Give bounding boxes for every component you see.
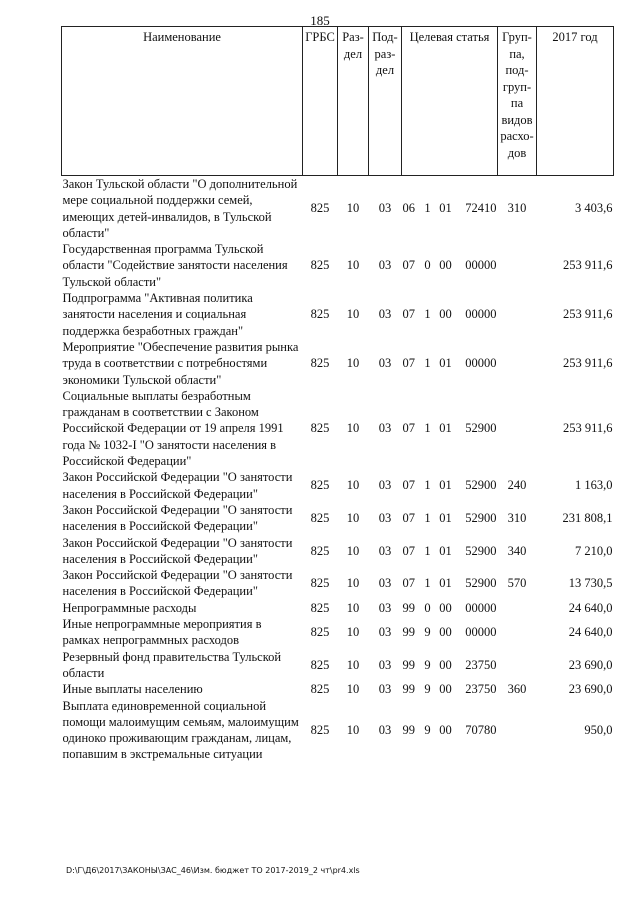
row-amount: 23 690,0: [568, 682, 613, 697]
row-target-article: [402, 698, 498, 763]
header-name: Наименование: [62, 27, 303, 176]
article-part: 07: [402, 511, 415, 526]
row-amount: 24 640,0: [568, 600, 613, 615]
article-part: 1: [424, 543, 431, 558]
row-podrazdel: 03: [378, 657, 392, 672]
row-expense-group: [498, 388, 537, 469]
row-podrazdel: 03: [378, 421, 392, 436]
article-part: 01: [439, 201, 452, 216]
row-grbs: 825: [310, 625, 330, 640]
article-part: 52900: [465, 576, 497, 591]
article-part: 00: [439, 600, 452, 615]
row-razdel: 10: [346, 356, 360, 371]
article-part: 23750: [465, 682, 497, 697]
row-expense-group: 570: [507, 576, 527, 591]
row-razdel: 10: [346, 600, 360, 615]
row-expense-group: [498, 600, 537, 616]
table-row: [62, 176, 614, 242]
header-row: [62, 27, 614, 176]
article-part: 00000: [465, 307, 497, 322]
article-part: 00000: [465, 356, 497, 371]
budget-table: [61, 26, 614, 763]
row-razdel: 10: [346, 478, 360, 493]
row-grbs: 825: [310, 258, 330, 273]
row-name: Закон Российской Федерации "О занятости населения в Российской Федерации": [62, 502, 293, 534]
article-part: 52900: [465, 478, 497, 493]
article-part: 1: [424, 478, 431, 493]
row-razdel: 10: [346, 511, 360, 526]
row-podrazdel: 03: [378, 543, 392, 558]
row-podrazdel: 03: [378, 600, 392, 615]
row-amount: 23 690,0: [568, 657, 613, 672]
row-grbs: 825: [310, 722, 330, 737]
article-part: 99: [402, 625, 415, 640]
row-razdel: 10: [346, 722, 360, 737]
row-name: Резервный фонд правительства Тульской области: [62, 649, 282, 680]
row-name: Закон Тульской области "О дополнительной мере социальной поддержки семей, имеющих детей-инвалидов, в Тульской области": [62, 177, 298, 240]
table-row: [62, 290, 614, 339]
article-part: 01: [439, 511, 452, 526]
row-razdel: 10: [346, 258, 360, 273]
article-part: 9: [424, 682, 431, 697]
table-body: [62, 176, 614, 763]
article-part: 99: [402, 682, 415, 697]
row-grbs: 825: [310, 478, 330, 493]
row-expense-group: [498, 241, 537, 290]
row-name: Мероприятие "Обеспечение развития рынка труда в соответствии с потребностями экономики Тульской области": [62, 339, 299, 387]
article-part: 00: [439, 625, 452, 640]
row-amount: 7 210,0: [575, 543, 613, 558]
row-target-article: [402, 176, 498, 242]
article-part: 07: [402, 307, 415, 322]
table-row: [62, 698, 614, 763]
table-row: [62, 339, 614, 388]
row-name: Выплата единовременной социальной помощи малоимущим семьям, малоимущим одиноко проживающим гражданам, лицам, попавшим в экстремальные ситуации: [62, 698, 299, 762]
row-name: Непрограммные расходы: [62, 600, 197, 615]
table-row: [62, 567, 614, 600]
row-razdel: 10: [346, 682, 360, 697]
row-target-article: [402, 241, 498, 290]
row-razdel: 10: [346, 201, 360, 216]
row-name: Закон Российской Федерации "О занятости населения в Российской Федерации": [62, 470, 293, 501]
article-part: 07: [402, 478, 415, 493]
row-target-article: [402, 388, 498, 469]
row-amount: 253 911,6: [562, 258, 613, 273]
row-expense-group: 340: [507, 543, 527, 558]
article-part: 00000: [465, 600, 497, 615]
row-expense-group: [498, 290, 537, 339]
article-part: 23750: [465, 657, 497, 672]
row-grbs: 825: [310, 307, 330, 322]
table-row: [62, 535, 614, 568]
row-amount: 13 730,5: [568, 576, 613, 591]
article-part: 07: [402, 258, 415, 273]
row-amount: 950,0: [584, 722, 613, 737]
row-podrazdel: 03: [378, 576, 392, 591]
article-part: 07: [402, 576, 415, 591]
header-year: 2017 год: [537, 27, 614, 176]
article-part: 1: [424, 356, 431, 371]
table-row: [62, 649, 614, 682]
row-expense-group: [498, 698, 537, 763]
row-grbs: 825: [310, 657, 330, 672]
header-expense-group: Груп- па, под- груп- па видов расхо- дов: [498, 27, 537, 176]
article-part: 01: [439, 356, 452, 371]
row-amount: 231 808,1: [562, 511, 613, 526]
header-podrazdel: Под- раз- дел: [369, 27, 402, 176]
article-part: 1: [424, 576, 431, 591]
article-part: 52900: [465, 511, 497, 526]
table-row: [62, 388, 614, 469]
article-part: 00000: [465, 625, 497, 640]
article-part: 72410: [465, 201, 497, 216]
row-expense-group: 310: [507, 201, 527, 216]
article-part: 01: [439, 478, 452, 493]
article-part: 00: [439, 682, 452, 697]
row-grbs: 825: [310, 543, 330, 558]
row-grbs: 825: [310, 600, 330, 615]
row-podrazdel: 03: [378, 682, 392, 697]
row-razdel: 10: [346, 421, 360, 436]
article-part: 99: [402, 722, 415, 737]
article-part: 0: [424, 600, 431, 615]
row-target-article: [402, 535, 498, 568]
article-part: 1: [424, 511, 431, 526]
article-part: 01: [439, 543, 452, 558]
row-name: Социальные выплаты безработным гражданам в соответствии с Законом Российской Федерации от 19 апреля 1991 года № 1032-I "О занятости населения в Российской Федерации": [62, 388, 284, 469]
row-target-article: [402, 567, 498, 600]
row-target-article: [402, 290, 498, 339]
article-part: 07: [402, 543, 415, 558]
article-part: 01: [439, 421, 452, 436]
table-row: [62, 502, 614, 535]
row-name: Иные непрограммные мероприятия в рамках непрограммных расходов: [62, 617, 262, 648]
article-part: 52900: [465, 421, 497, 436]
row-expense-group: [498, 649, 537, 682]
table-row: [62, 469, 614, 502]
row-grbs: 825: [310, 421, 330, 436]
row-target-article: [402, 616, 498, 649]
row-podrazdel: 03: [378, 478, 392, 493]
row-podrazdel: 03: [378, 511, 392, 526]
article-part: 00: [439, 258, 452, 273]
article-part: 01: [439, 576, 452, 591]
article-part: 1: [424, 307, 431, 322]
row-name: Государственная программа Тульской области "Содействие занятости населения Тульской области": [62, 242, 288, 289]
row-grbs: 825: [310, 682, 330, 697]
row-grbs: 825: [310, 576, 330, 591]
header-razdel: Раз- дел: [338, 27, 369, 176]
article-part: 00: [439, 657, 452, 672]
article-part: 00: [439, 307, 452, 322]
row-podrazdel: 03: [378, 722, 392, 737]
row-expense-group: [498, 339, 537, 388]
row-razdel: 10: [346, 576, 360, 591]
row-expense-group: 360: [507, 682, 527, 697]
article-part: 00000: [465, 258, 497, 273]
row-name: Подпрограмма "Активная политика занятости населения и социальная поддержка безработных граждан": [62, 291, 253, 338]
row-podrazdel: 03: [378, 201, 392, 216]
table-row: [62, 681, 614, 697]
row-razdel: 10: [346, 657, 360, 672]
row-target-article: [402, 600, 498, 616]
row-amount: 3 403,6: [575, 201, 613, 216]
article-part: 07: [402, 356, 415, 371]
row-amount: 253 911,6: [562, 307, 613, 322]
row-name: Иные выплаты населению: [62, 682, 203, 697]
article-part: 70780: [465, 722, 497, 737]
row-podrazdel: 03: [378, 625, 392, 640]
file-path-footer: D:\Г\Д6\2017\ЗАКОНЫ\ЗАС_46\Изм. бюджет ТО 2017-2019_2 чт\pr4.xls: [66, 866, 360, 875]
row-name: Закон Российской Федерации "О занятости населения в Российской Федерации": [62, 535, 293, 566]
row-target-article: [402, 469, 498, 502]
row-podrazdel: 03: [378, 258, 392, 273]
row-razdel: 10: [346, 307, 360, 322]
row-expense-group: 310: [507, 511, 527, 526]
table-row: [62, 241, 614, 290]
article-part: 9: [424, 625, 431, 640]
article-part: 9: [424, 657, 431, 672]
table-row: [62, 616, 614, 649]
row-grbs: 825: [310, 201, 330, 216]
article-part: 99: [402, 600, 415, 615]
row-podrazdel: 03: [378, 356, 392, 371]
row-amount: 24 640,0: [568, 625, 613, 640]
row-target-article: [402, 649, 498, 682]
article-part: 06: [402, 201, 415, 216]
article-part: 1: [424, 201, 431, 216]
article-part: 1: [424, 421, 431, 436]
row-amount: 253 911,6: [562, 421, 613, 436]
row-razdel: 10: [346, 625, 360, 640]
page-number: 185: [310, 13, 330, 28]
row-target-article: [402, 502, 498, 535]
row-amount: 1 163,0: [575, 478, 613, 493]
row-expense-group: [498, 616, 537, 649]
row-grbs: 825: [310, 511, 330, 526]
article-part: 9: [424, 722, 431, 737]
article-part: 07: [402, 421, 415, 436]
article-part: 52900: [465, 543, 497, 558]
article-part: 99: [402, 657, 415, 672]
header-grbs: ГРБС: [303, 27, 338, 176]
row-grbs: 825: [310, 356, 330, 371]
article-part: 0: [424, 258, 431, 273]
table-row: [62, 600, 614, 616]
row-target-article: [402, 681, 498, 697]
row-podrazdel: 03: [378, 307, 392, 322]
article-part: 00: [439, 722, 452, 737]
header-target-article: Целевая статья: [402, 27, 498, 176]
row-target-article: [402, 339, 498, 388]
row-name: Закон Российской Федерации "О занятости населения в Российской Федерации": [62, 568, 293, 599]
row-razdel: 10: [346, 543, 360, 558]
row-amount: 253 911,6: [562, 356, 613, 371]
row-expense-group: 240: [507, 478, 527, 493]
